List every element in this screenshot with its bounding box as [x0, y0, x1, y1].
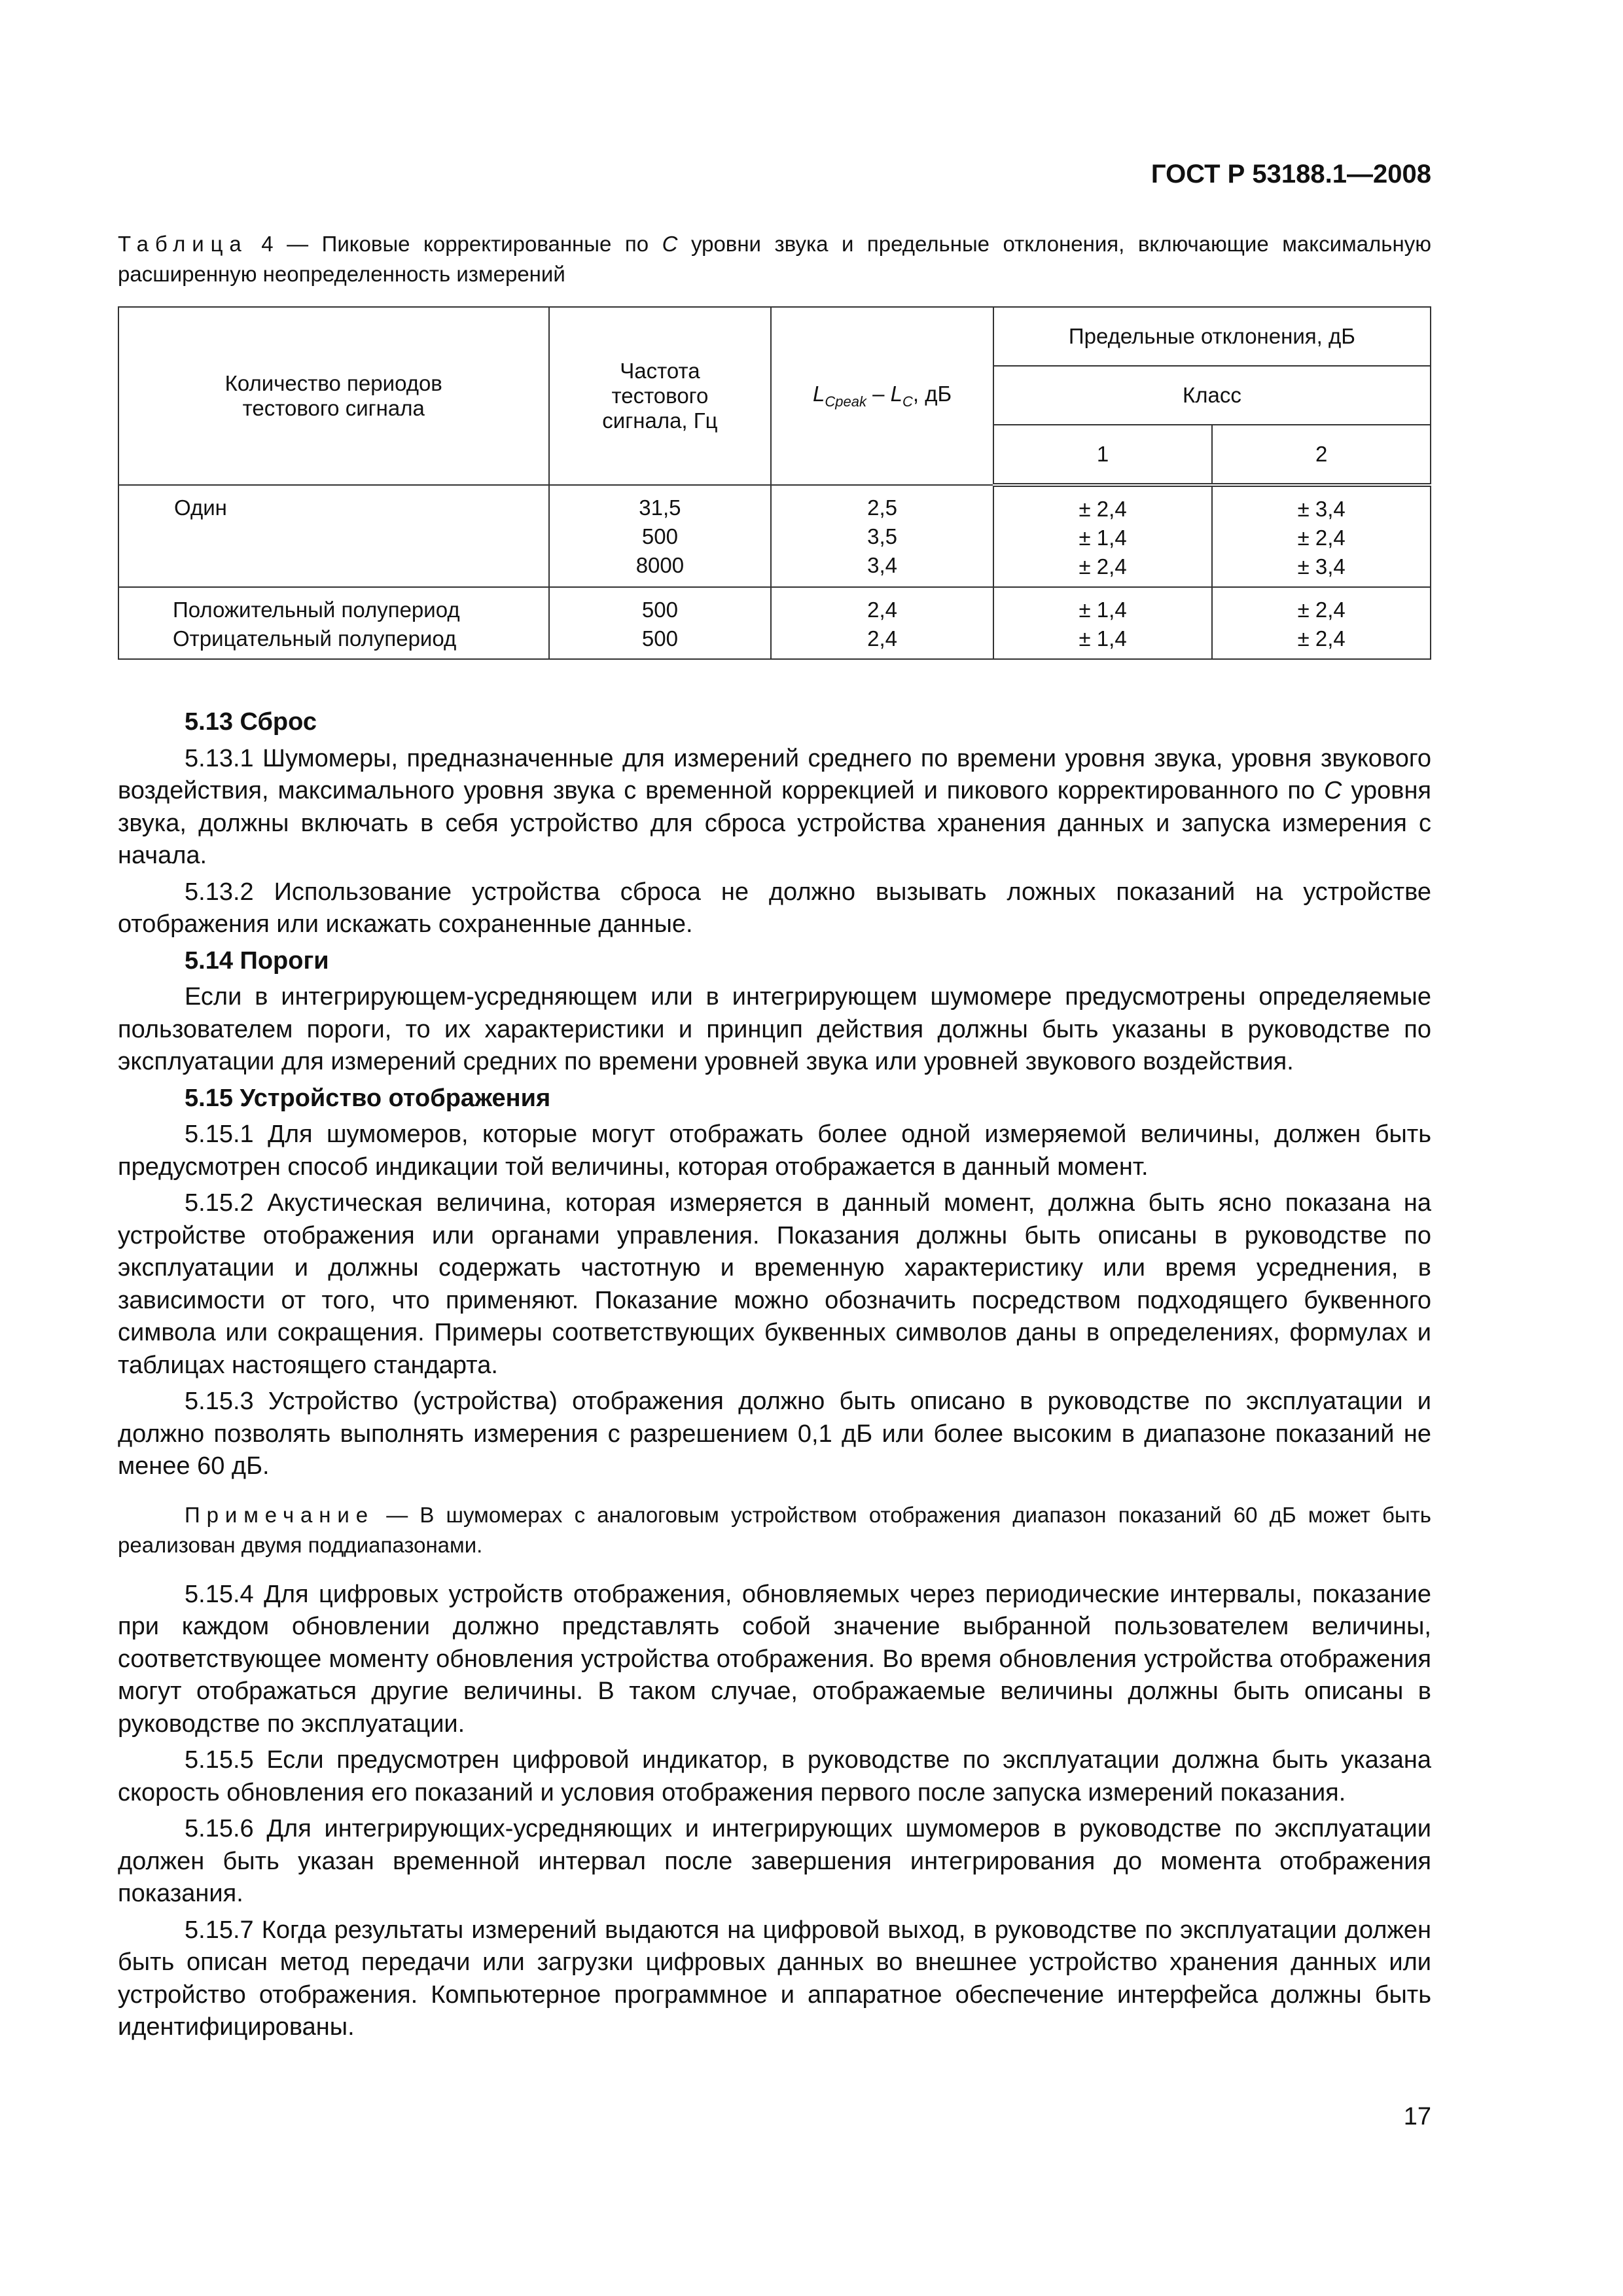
- cell-value: 500: [641, 524, 678, 548]
- paragraph-5-15-2: 5.15.2 Акустическая величина, которая измеряется в данный момент, должна быть ясно показана на устройстве отображения или органами управления. Показания должны быть описаны в руководстве по эксплуатации и должны содержать частотную и временную характеристику или время усреднения, в зависимости от того, что применяют. Показание можно обозначить посредством подходящего буквенного символа или сокращения. Примеры соответствующих буквенных символов даны в определениях, формулах и таблицах настоящего стандарта.: [118, 1189, 1431, 1379]
- row-name: Один: [174, 495, 227, 520]
- paragraph-5-13-1: [118, 743, 1431, 872]
- table-caption-number: 4: [261, 232, 274, 256]
- level-unit: , дБ: [912, 382, 952, 406]
- table-caption-text-2: уровни звука и предельные отклонения, включающие максимальную расширенную неопределенность измерений: [118, 232, 1431, 286]
- section-title-5-13: 5.13 Сброс: [185, 708, 317, 736]
- header-class-1: 1: [993, 425, 1213, 485]
- header-class: Класс: [993, 366, 1431, 425]
- paragraph-italic-c: С: [1324, 777, 1342, 804]
- table-row: [118, 485, 1431, 587]
- cell-value: ± 1,4: [1079, 598, 1127, 622]
- section-title-5-15: 5.15 Устройство отображения: [185, 1084, 551, 1112]
- cell-value: 3,5: [867, 524, 897, 548]
- section-title-5-14: 5.14 Пороги: [185, 946, 329, 975]
- paragraph-5-15-7: 5.15.7 Когда результаты измерений выдаются на цифровой выход, в руководстве по эксплуатации должен быть описан метод передачи или загрузки цифровых данных во внешнее устройство хранения данных или устройство отображения. Компьютерное программное и аппаратное обеспечение интерфейса должны быть идентифицированы.: [118, 1916, 1431, 2041]
- paragraph-5-14: Если в интегрирующем-усредняющем или в интегрирующем шумомере предусмотрены определяемые пользователем пороги, то их характеристики и принцип действия должны быть указаны в руководстве по эксплуатации для измерений средних по времени уровней звука или уровней звукового воздействия.: [118, 983, 1431, 1075]
- paragraph-5-15-6: 5.15.6 Для интегрирующих-усредняющих и интегрирующих шумомеров в руководстве по эксплуатации должен быть указан временной интервал после завершения интегрирования до момента отображения показания.: [118, 1815, 1431, 1907]
- paragraph-5-13-2: 5.13.2 Использование устройства сброса не должно вызывать ложных показаний на устройстве отображения или искажать сохраненные данные.: [118, 878, 1431, 938]
- cell-value: 31,5: [639, 495, 681, 520]
- paragraph-text: уровня звука, должны включать в себя устройство для сброса устройства хранения данных и запуска измерения с начала.: [118, 777, 1432, 869]
- cell-value: 2,5: [867, 495, 897, 520]
- page-number: 17: [1403, 2103, 1431, 2130]
- note: [118, 1500, 1431, 1560]
- cell-value: ± 2,4: [1079, 497, 1127, 521]
- level-minus: –: [866, 382, 891, 406]
- cell-value: ± 2,4: [1297, 598, 1346, 622]
- header-class-2: 2: [1212, 425, 1431, 485]
- table-row: [118, 587, 1431, 659]
- cell-value: ± 2,4: [1297, 626, 1346, 651]
- cell-value: ± 3,4: [1297, 554, 1346, 579]
- paragraph-5-15-4: 5.15.4 Для цифровых устройств отображения, обновляемых через периодические интервалы, показание при каждом обновлении должно представлять собой значение выбранной пользователем величины, соответствующее моменту обновления устройства отображения. Во время обновления устройства отображения могут отображаться другие величины. В таком случае, отображаемые величины должны быть описаны в руководстве по эксплуатации.: [118, 1580, 1431, 1738]
- paragraph-5-15-3: 5.15.3 Устройство (устройства) отображения должно быть описано в руководстве по эксплуатации и должно позволять выполнять измерения с разрешением 0,1 дБ или более высоким в диапазоне показаний не менее 60 дБ.: [118, 1388, 1431, 1480]
- table-caption: [118, 229, 1431, 289]
- header-periods: Количество периодов тестового сигнала: [118, 307, 549, 485]
- cell-value: 2,4: [867, 598, 897, 622]
- note-text: — В шумомерах с аналоговым устройством отображения диапазон показаний 60 дБ может быть реализован двумя поддиапазонами.: [118, 1502, 1431, 1557]
- header-frequency: Частота тестового сигнала, Гц: [549, 307, 772, 485]
- table-4: [118, 306, 1431, 660]
- cell-value: ± 2,4: [1297, 526, 1346, 550]
- level-subscript-1: Cpeak: [825, 393, 866, 410]
- header-limits: Предельные отклонения, дБ: [993, 307, 1431, 366]
- note-label: Примечание: [185, 1502, 375, 1527]
- paragraph-5-15-5: 5.15.5 Если предусмотрен цифровой индикатор, в руководстве по эксплуатации должна быть указана скорость обновления его показаний и условия отображения первого после запуска измерений показания.: [118, 1746, 1431, 1806]
- level-symbol-1: L: [812, 382, 825, 406]
- table-caption-c: С: [662, 232, 678, 256]
- cell-value: 500: [641, 598, 678, 622]
- paragraph-text: 5.13.1 Шумомеры, предназначенные для измерений среднего по времени уровня звука, уровня звукового воздействия, максимального уровня звука с временной коррекцией и пикового корректированного по: [118, 744, 1431, 804]
- cell-value: 8000: [635, 553, 685, 577]
- level-subscript-2: C: [902, 393, 913, 410]
- document-header: ГОСТ Р 53188.1—2008: [1150, 160, 1431, 188]
- cell-value: ± 1,4: [1079, 526, 1127, 550]
- row-name: Отрицательный полупериод: [173, 626, 457, 651]
- cell-value: 3,4: [867, 553, 897, 577]
- document-body: [118, 704, 1431, 2048]
- cell-value: 2,4: [867, 626, 897, 651]
- level-symbol-2: L: [890, 382, 902, 406]
- table-caption-text-1: — Пиковые корректированные по: [273, 232, 662, 256]
- cell-value: 500: [641, 626, 678, 651]
- cell-value: ± 1,4: [1079, 626, 1127, 651]
- table-caption-label: Таблица: [118, 232, 248, 256]
- cell-value: ± 2,4: [1079, 554, 1127, 579]
- header-level-difference: [771, 307, 993, 485]
- row-name: Положительный полупериод: [173, 598, 460, 622]
- paragraph-5-15-1: 5.15.1 Для шумомеров, которые могут отображать более одной измеряемой величины, должен быть предусмотрен способ индикации той величины, которая отображается в данный момент.: [118, 1121, 1431, 1181]
- cell-value: ± 3,4: [1297, 497, 1346, 521]
